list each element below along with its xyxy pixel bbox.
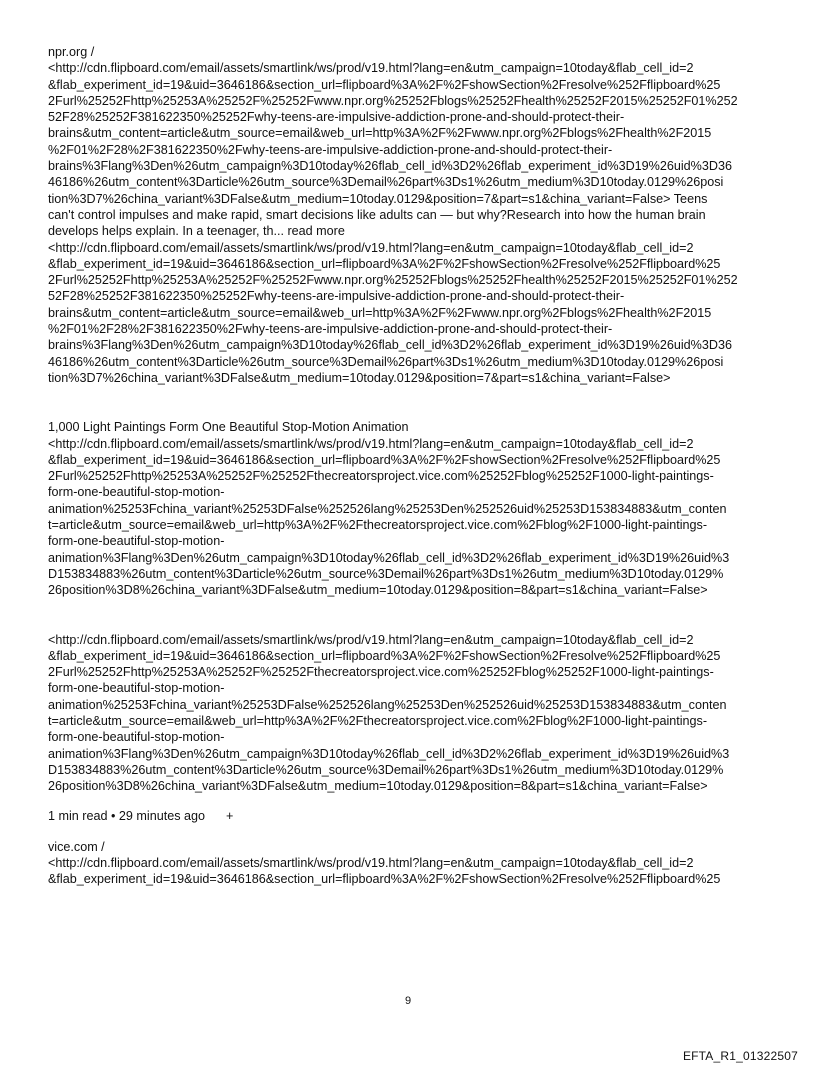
paragraph-gap [48,599,772,632]
text-line: 2Furl%25252Fhttp%25253A%25252F%25252Fthecreatorsproject.vice.com%25252Fblog%25252F1000-light-paintings- [48,665,714,680]
text-line: <http://cdn.flipboard.com/email/assets/smartlink/ws/prod/v19.html?lang=en&utm_campaign=10today&flab_cell_id=2 [48,632,694,647]
paragraph-gap [48,794,772,808]
text-line: animation%3Flang%3Den%26utm_campaign%3D10today%26flab_cell_id%3D2%26flab_experiment_id%3D19%26uid%3 [48,746,730,761]
text-line: 52F28%25252F381622350%25252Fwhy-teens-are-impulsive-addiction-prone-and-should-protect-their- [48,289,625,304]
text-line: 26position%3D8%26china_variant%3DFalse&utm_medium=10today.0129&position=8&part=s1&china_variant=False> [48,583,708,598]
text-line: <http://cdn.flipboard.com/email/assets/smartlink/ws/prod/v19.html?lang=en&utm_campaign=10today&flab_cell_id=2 [48,856,694,871]
text-line: form-one-beautiful-stop-motion- [48,534,225,549]
text-line: 1,000 Light Paintings Form One Beautiful Stop-Motion Animation [48,420,409,435]
text-line: form-one-beautiful-stop-motion- [48,730,225,745]
text-line: 46186%26utm_content%3Darticle%26utm_source%3Demail%26part%3Ds1%26utm_medium%3D10today.0129%26posi [48,175,724,190]
text-line: vice.com / [48,839,105,854]
document-body [48,44,772,888]
text-line: &flab_experiment_id=19&uid=3646186&section_url=flipboard%3A%2F%2FshowSection%2Fresolve%252Fflipboard%25 [48,452,721,467]
text-line: animation%3Flang%3Den%26utm_campaign%3D10today%26flab_cell_id%3D2%26flab_experiment_id%3D19%26uid%3 [48,550,730,565]
text-line: 2Furl%25252Fhttp%25253A%25252F%25252Fthecreatorsproject.vice.com%25252Fblog%25252F1000-light-paintings- [48,469,714,484]
text-line: 26position%3D8%26china_variant%3DFalse&utm_medium=10today.0129&position=8&part=s1&china_variant=False> [48,779,708,794]
text-line: t=article&utm_source=email&web_url=http%3A%2F%2Fthecreatorsproject.vice.com%2Fblog%2F1000-light-paintings- [48,713,708,728]
text-line: animation%25253Fchina_variant%25253DFalse%252526lang%25253Den%252526uid%25253D153834883&utm_conten [48,697,727,712]
text-line: <http://cdn.flipboard.com/email/assets/smartlink/ws/prod/v19.html?lang=en&utm_campaign=10today&flab_cell_id=2 [48,61,694,76]
text-line: brains&utm_content=article&utm_source=email&web_url=http%3A%2F%2Fwww.npr.org%2Fblogs%2Fhealth%2F2015 [48,126,712,141]
text-line: form-one-beautiful-stop-motion- [48,681,225,696]
text-line: D153834883%26utm_content%3Darticle%26utm_source%3Demail%26part%3Ds1%26utm_medium%3D10today.0129% [48,762,724,777]
text-line: 2Furl%25252Fhttp%25253A%25252F%25252Fwww.npr.org%25252Fblogs%25252Fhealth%25252F2015%25252F01%252 [48,93,738,108]
text-line: develops helps explain. In a teenager, th... read more [48,224,345,239]
text-line: %2F01%2F28%2F381622350%2Fwhy-teens-are-impulsive-addiction-prone-and-should-protect-their- [48,142,613,157]
text-line: &flab_experiment_id=19&uid=3646186&section_url=flipboard%3A%2F%2FshowSection%2Fresolve%252Fflipboard%25 [48,872,721,887]
text-line: 2Furl%25252Fhttp%25253A%25252F%25252Fwww.npr.org%25252Fblogs%25252Fhealth%25252F2015%25252F01%252 [48,273,738,288]
text-line: %2F01%2F28%2F381622350%2Fwhy-teens-are-impulsive-addiction-prone-and-should-protect-their- [48,322,613,337]
text-line: <http://cdn.flipboard.com/email/assets/smartlink/ws/prod/v19.html?lang=en&utm_campaign=10today&flab_cell_id=2 [48,240,694,255]
document-id: EFTA_R1_01322507 [682,1049,798,1063]
text-line: npr.org / [48,45,95,59]
text-line: &flab_experiment_id=19&uid=3646186&section_url=flipboard%3A%2F%2FshowSection%2Fresolve%252Fflipboard%25 [48,256,721,271]
text-line: 46186%26utm_content%3Darticle%26utm_source%3Demail%26part%3Ds1%26utm_medium%3D10today.0129%26posi [48,354,724,369]
text-line: animation%25253Fchina_variant%25253DFalse%252526lang%25253Den%252526uid%25253D153834883&utm_conten [48,501,727,516]
text-line: 52F28%25252F381622350%25252Fwhy-teens-are-impulsive-addiction-prone-and-should-protect-their- [48,110,625,125]
text-line: t=article&utm_source=email&web_url=http%3A%2F%2Fthecreatorsproject.vice.com%2Fblog%2F1000-light-paintings- [48,518,708,533]
text-line: can't control impulses and make rapid, smart decisions like adults can — but why?Research into how the human brain [48,207,706,222]
text-line: brains%3Flang%3Den%26utm_campaign%3D10today%26flab_cell_id%3D2%26flab_experiment_id%3D19%26uid%3D36 [48,338,732,353]
text-line: tion%3D7%26china_variant%3DFalse&utm_medium=10today.0129&position=7&part=s1&china_variant=False> [48,370,671,385]
article-meta: 1 min read • 29 minutes ago + [48,809,234,824]
page-number: 9 [404,995,412,1007]
text-line: &flab_experiment_id=19&uid=3646186&section_url=flipboard%3A%2F%2FshowSection%2Fresolve%252Fflipboard%25 [48,648,721,663]
paragraph-gap [48,825,772,839]
text-line: brains&utm_content=article&utm_source=email&web_url=http%3A%2F%2Fwww.npr.org%2Fblogs%2Fhealth%2F2015 [48,305,712,320]
text-line: &flab_experiment_id=19&uid=3646186&section_url=flipboard%3A%2F%2FshowSection%2Fresolve%252Fflipboard%25 [48,77,721,92]
text-line: D153834883%26utm_content%3Darticle%26utm_source%3Demail%26part%3Ds1%26utm_medium%3D10today.0129% [48,566,724,581]
text-line: <http://cdn.flipboard.com/email/assets/smartlink/ws/prod/v19.html?lang=en&utm_campaign=10today&flab_cell_id=2 [48,436,694,451]
text-line: brains%3Flang%3Den%26utm_campaign%3D10today%26flab_cell_id%3D2%26flab_experiment_id%3D19%26uid%3D36 [48,159,732,174]
text-line: tion%3D7%26china_variant%3DFalse&utm_medium=10today.0129&position=7&part=s1&china_variant=False> Teens [48,191,708,206]
paragraph-gap [48,386,772,419]
text-line: form-one-beautiful-stop-motion- [48,485,225,500]
